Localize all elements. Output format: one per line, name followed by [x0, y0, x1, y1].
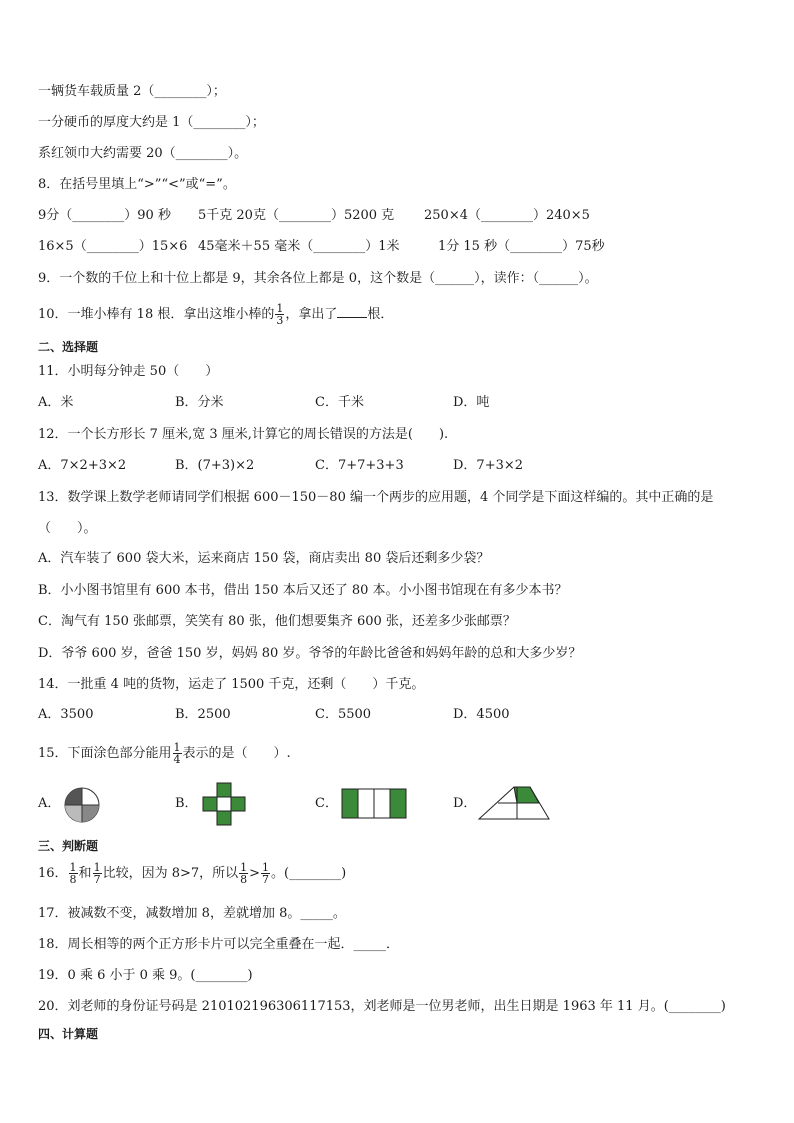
question-18: 18．周长相等的两个正方形卡片可以完全重叠在一起．_____．	[38, 937, 400, 952]
circle-quarter-figure	[62, 785, 102, 825]
section-heading-choice: 二、选择题	[38, 340, 99, 354]
answer-blank	[337, 305, 367, 318]
q13-option-b: B．小小图书馆里有 600 本书，借出 150 本后又还了 80 本。小小图书馆现在有多少本书？	[38, 583, 568, 598]
option-a: A．7×2+3×2	[38, 458, 127, 473]
q13-option-a: A．汽车装了 600 袋大米，运来商店 150 袋，商店卖出 80 袋后还剩多少袋？	[38, 551, 490, 566]
q13-option-d: D．爷爷 600 岁，爸爸 150 岁，妈妈 80 岁。爷爷的年龄比爸爸和妈妈年龄的总和大多少岁？	[38, 646, 582, 661]
triangle-quarter-figure	[477, 785, 551, 821]
fraction: $\frac{1}{8}$	[69, 861, 77, 886]
question-11: 11．小明每分钟走 50（ ）	[38, 364, 219, 379]
q8-item: 45毫米＋55 毫米（________）1米	[198, 239, 400, 254]
option-d: D．吨	[453, 395, 490, 410]
q10-text-a: 10．一堆小棒有 18 根．拿出这堆小棒的	[38, 307, 275, 322]
q16-gt: >	[249, 866, 261, 881]
q8-item: 5千克 20克（________）5200 克	[198, 208, 395, 223]
q8-item: 1分 15 秒（________）75秒	[438, 239, 605, 254]
question-16	[38, 862, 346, 885]
option-d: D．4500	[453, 707, 510, 722]
question-19: 19．0 乘 6 小于 0 乘 9。(________)	[38, 968, 253, 983]
question-20: 20．刘老师的身份证号码是 210102196306117153，刘老师是一位男老师，出生日期是 1963 年 11 月。(________)	[38, 999, 726, 1014]
q8-item: 250×4（________）240×5	[424, 208, 590, 223]
q8-item: 16×5（________）15×6	[38, 239, 188, 254]
option-b: B．2500	[175, 707, 231, 722]
fill-line-1: 一辆货车载质量 2（________）；	[38, 84, 226, 99]
option-b: B．	[175, 796, 198, 811]
option-c: C．	[315, 796, 338, 811]
option-c: C．千米	[315, 395, 364, 410]
option-a: A．3500	[38, 707, 94, 722]
q13-option-c: C．淘气有 150 张邮票，笑笑有 80 张，他们想要集齐 600 张，还差多少张邮票？	[38, 614, 516, 629]
section-heading-calc: 四、计算题	[38, 1027, 99, 1041]
fraction: $\frac{1}{7}$	[262, 861, 270, 886]
question-12: 12．一个长方形长 7 厘米,宽 3 厘米,计算它的周长错误的方法是( ).	[38, 427, 449, 442]
option-a: A．	[38, 796, 61, 811]
fraction-one-quarter: $\frac{1}{4}$	[173, 741, 181, 766]
question-13-cont: （ ）。	[38, 521, 97, 536]
q16-text-c: 比较，因为 8>7，所以	[102, 866, 239, 881]
fraction-one-third: $\frac{1}{3}$	[276, 302, 284, 327]
question-17: 17．被减数不变，减数增加 8，差就增加 8。_____。	[38, 906, 346, 921]
question-10	[38, 303, 393, 326]
rectangle-quarters-figure	[341, 788, 409, 820]
q15-text-b: 表示的是（ ）.	[182, 746, 291, 761]
option-b: B．分米	[175, 395, 224, 410]
question-15	[38, 742, 291, 765]
option-a: A．米	[38, 395, 74, 410]
fraction: $\frac{1}{8}$	[240, 861, 248, 886]
question-14: 14．一批重 4 吨的货物，运走了 1500 千克，还剩（ ）千克。	[38, 677, 425, 692]
q16-text-b: 和	[78, 866, 92, 881]
question-9: 9．一个数的千位上和十位上都是 9，其余各位上都是 0，这个数是（______），读作：（______）。	[38, 271, 598, 286]
option-c: C．7+7+3+3	[315, 458, 404, 473]
cross-squares-figure	[202, 782, 248, 828]
q15-text-a: 15．下面涂色部分能用	[38, 746, 172, 761]
question-8: 8．在括号里填上“>”“<”或“=”。	[38, 177, 236, 192]
q16-text-a: 16．	[38, 866, 68, 881]
fill-line-3: 系红领巾大约需要 20（________）。	[38, 146, 248, 161]
section-heading-judge: 三、判断题	[38, 839, 99, 853]
q8-item: 9分（________）90 秒	[38, 208, 171, 223]
fraction: $\frac{1}{7}$	[93, 861, 101, 886]
q16-text-e: 。(________)	[271, 866, 347, 881]
fill-line-2: 一分硬币的厚度大约是 1（________）；	[38, 115, 265, 130]
q10-text-b: ，拿出了	[285, 307, 338, 322]
option-d: D．	[453, 796, 477, 811]
option-d: D．7+3×2	[453, 458, 524, 473]
option-b: B．(7+3)×2	[175, 458, 255, 473]
option-c: C．5500	[315, 707, 372, 722]
question-13: 13．数学课上数学老师请同学们根据 600－150－80 编一个两步的应用题，4 个同学是下面这样编的。其中正确的是	[38, 490, 714, 505]
q10-text-c: 根．	[367, 307, 394, 322]
